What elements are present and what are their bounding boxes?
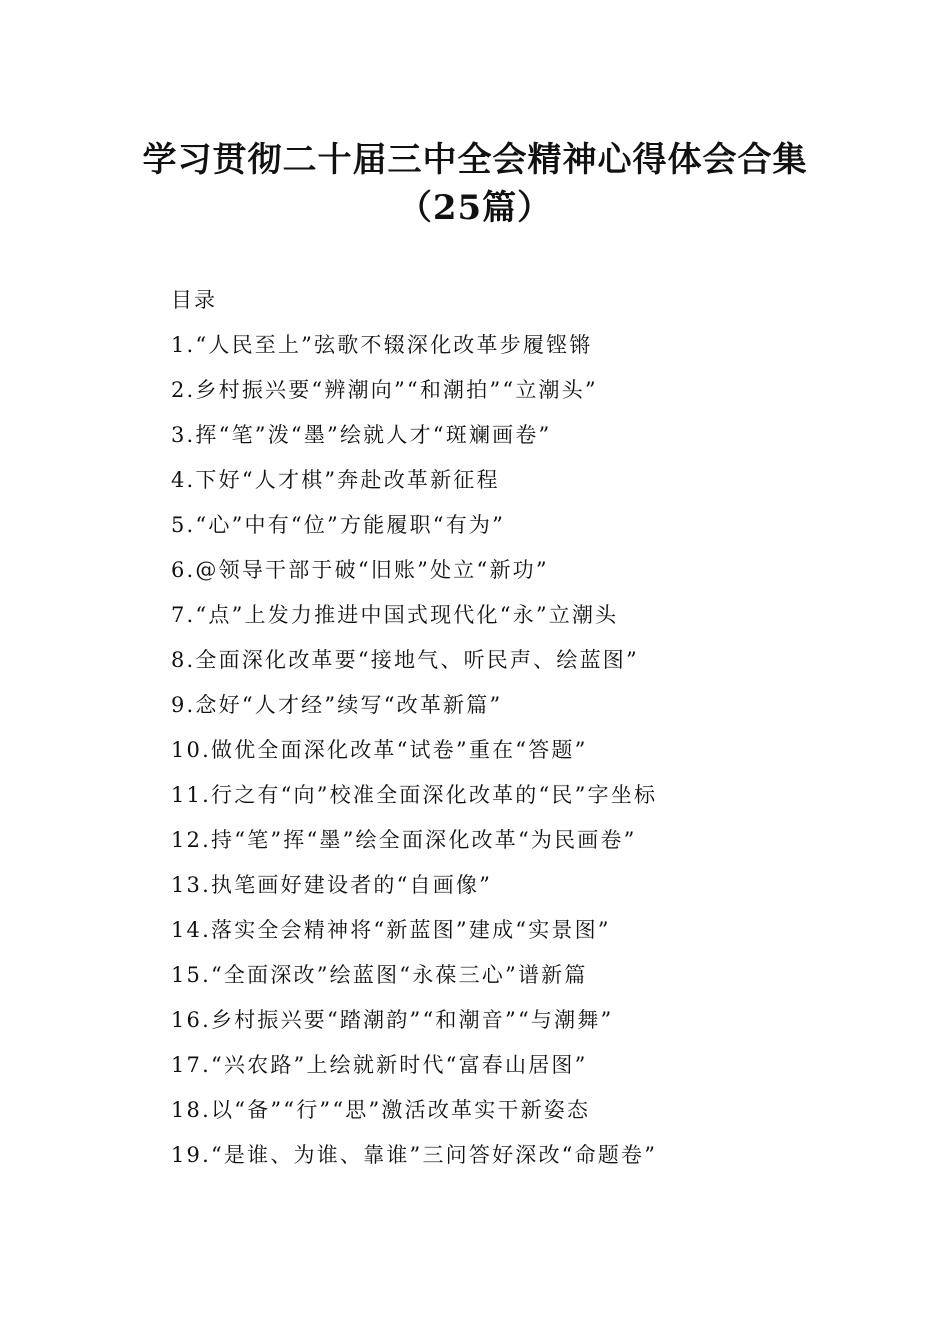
toc-item: 14.落实全会精神将“新蓝图”建成“实景图”	[171, 918, 611, 942]
toc-item: 3.挥“笔”泼“墨”绘就人才“斑斓画卷”	[171, 423, 552, 447]
toc-item: 18.以“备”“行”“思”激活改革实干新姿态	[171, 1098, 591, 1122]
toc-list	[171, 323, 891, 1178]
toc-item: 6.@领导干部于破“旧账”处立“新功”	[171, 558, 549, 582]
toc-item: 19.“是谁、为谁、靠谁”三问答好深改“命题卷”	[171, 1143, 658, 1167]
toc-heading: 目录	[171, 288, 217, 312]
title-line-count: （25篇）	[397, 188, 553, 228]
toc-item: 8.全面深化改革要“接地气、听民声、绘蓝图”	[171, 648, 639, 672]
toc-item: 15.“全面深改”绘蓝图“永葆三心”谱新篇	[171, 963, 588, 987]
toc-item: 1.“人民至上”弦歌不辍深化改革步履铿锵	[171, 333, 593, 357]
title-line-main: 学习贯彻二十届三中全会精神心得体会合集	[142, 140, 808, 180]
toc-item: 9.念好“人才经”续写“改革新篇”	[171, 693, 503, 717]
toc-item: 10.做优全面深化改革“试卷”重在“答题”	[171, 738, 588, 762]
toc-item: 4.下好“人才棋”奔赴改革新征程	[171, 468, 500, 492]
toc-item: 16.乡村振兴要“踏潮韵”“和潮音”“与潮舞”	[171, 1008, 614, 1032]
toc-item: 2.乡村振兴要“辨潮向”“和潮拍”“立潮头”	[171, 378, 598, 402]
document-title	[0, 136, 950, 232]
table-of-contents	[171, 278, 891, 1178]
toc-item: 12.持“笔”挥“墨”绘全面深化改革“为民画卷”	[171, 828, 637, 852]
toc-item: 17.“兴农路”上绘就新时代“富春山居图”	[171, 1053, 588, 1077]
toc-item: 5.“心”中有“位”方能履职“有为”	[171, 513, 506, 537]
toc-item: 7.“点”上发力推进中国式现代化“永”立潮头	[171, 603, 619, 627]
toc-item: 13.执笔画好建设者的“自画像”	[171, 873, 493, 897]
toc-item: 11.行之有“向”校准全面深化改革的“民”字坐标	[171, 783, 658, 807]
